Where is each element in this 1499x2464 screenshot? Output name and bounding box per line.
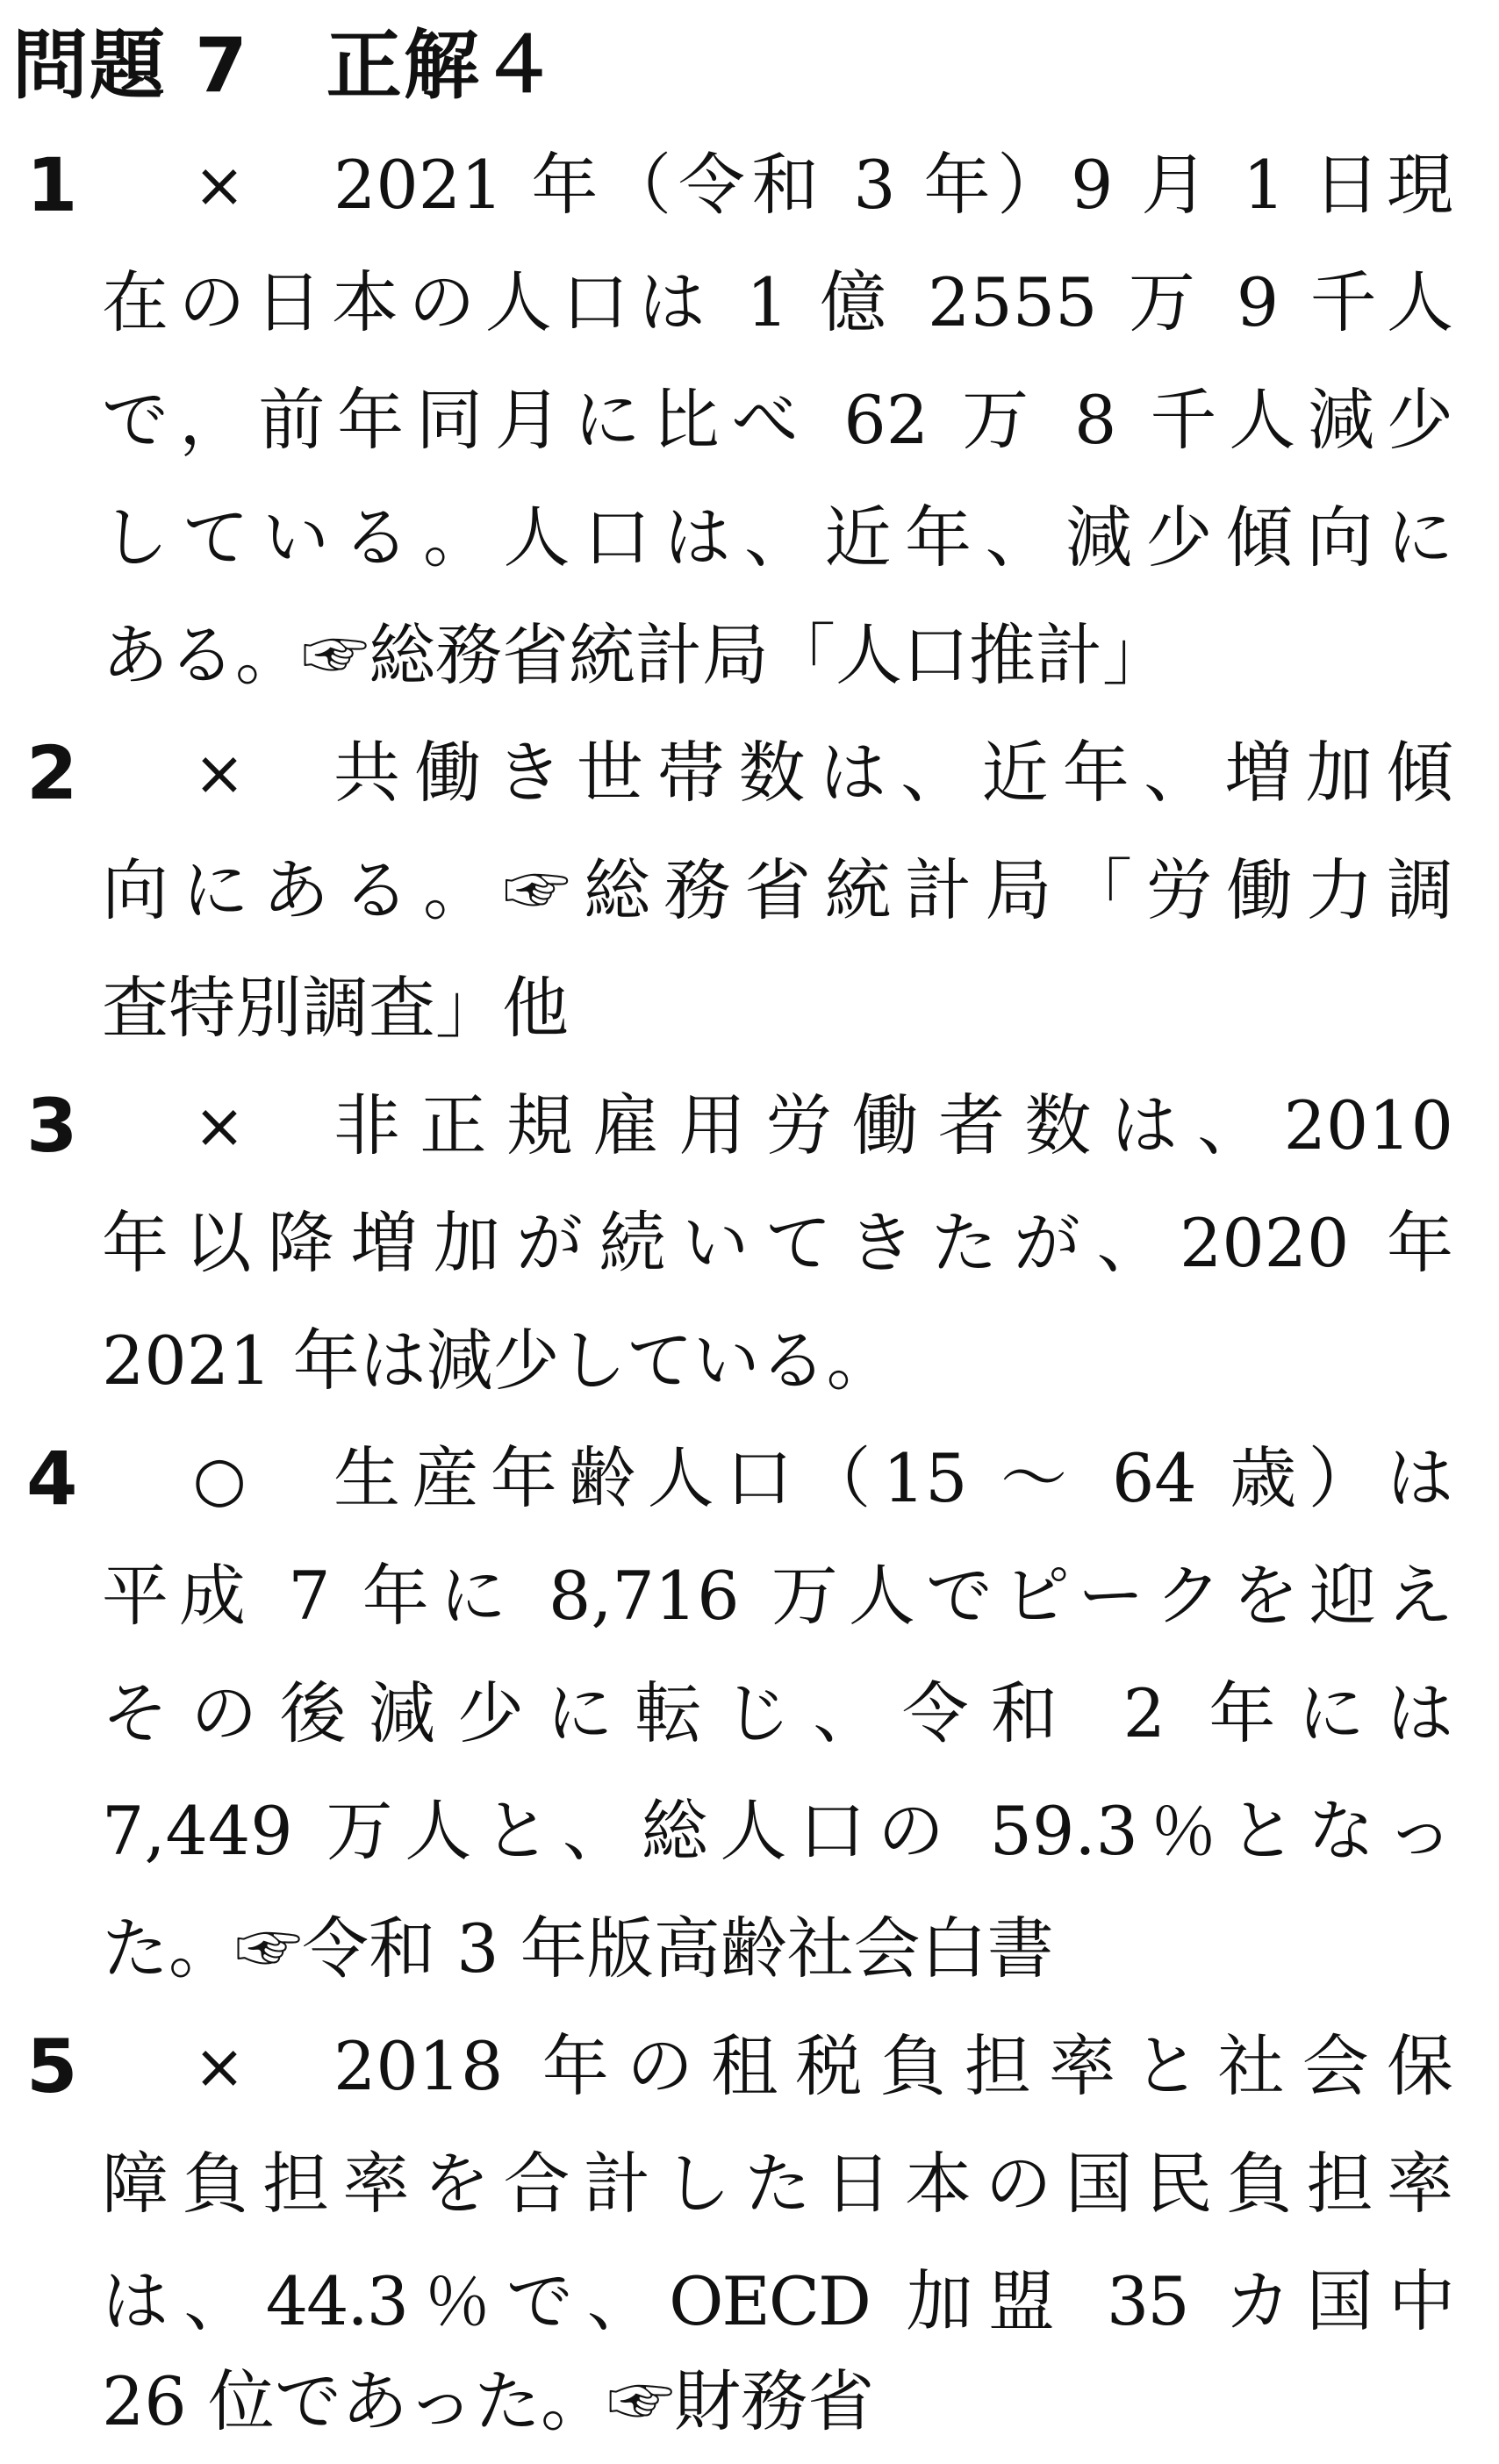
problem-number: 問題 7 (12, 22, 249, 110)
item-text-line: 2018 年の租税負担率と社会保 (334, 2027, 1453, 2105)
item-mark: × (193, 737, 246, 809)
item-text-line: 査特別調査」他 (102, 969, 569, 1047)
item-text-line: 年以降増加が続いてきたが、2020 年 (102, 1204, 1453, 1282)
page-title (12, 11, 558, 110)
item-mark: ○ (192, 1443, 247, 1515)
item-number: 3 (26, 1083, 78, 1169)
item-text-line: 2021 年は減少している。 (102, 1322, 893, 1400)
item-text-line: 生産年齢人口（15 ～ 64 歳）は (334, 1439, 1453, 1517)
item-text-line: 26 位であった。☞財務省 (102, 2362, 875, 2440)
item-text-line: 平成 7 年に 8,716 万人でピークを迎え (102, 1557, 1453, 1635)
item-text-line: 非正規雇用労働者数は、2010 (334, 1086, 1453, 1164)
item-text-line: 7,449 万人と、総人口の 59.3％となっ (102, 1792, 1453, 1870)
item-text-line: 共働き世帯数は、近年、増加傾 (334, 734, 1453, 812)
item-mark: × (193, 149, 246, 221)
item-text-line: ある。☞総務省統計局「人口推計」 (102, 616, 1169, 694)
item-text-line: 向にある。☞総務省統計局「労働力調 (102, 851, 1453, 929)
item-text-line: その後減少に転じ、令和 2 年には (102, 1674, 1453, 1752)
item-text-line: 在の日本の人口は 1 億 2555 万 9 千人 (102, 263, 1453, 341)
item-text-line: で，前年同月に比べ 62 万 8 千人減少 (102, 381, 1453, 459)
correct-answer: 正解４ (326, 22, 558, 110)
item-number: 2 (26, 730, 78, 816)
item-number: 1 (26, 142, 78, 228)
item-text-line: 2021 年（令和 3 年）9 月 1 日現 (334, 146, 1453, 224)
item-number: 5 (26, 2023, 78, 2109)
item-text-line: た。☞令和 3 年版高齢社会白書 (102, 1909, 1054, 1988)
item-text-line: 障負担率を合計した日本の国民負担率 (102, 2145, 1453, 2223)
item-mark: × (193, 1090, 246, 1162)
item-text-line: は、44.3％で、OECD 加盟 35 カ国中 (102, 2262, 1453, 2340)
item-text-line: している。人口は、近年、減少傾向に (102, 498, 1453, 577)
item-number: 4 (26, 1436, 78, 1522)
item-mark: × (193, 2031, 246, 2102)
